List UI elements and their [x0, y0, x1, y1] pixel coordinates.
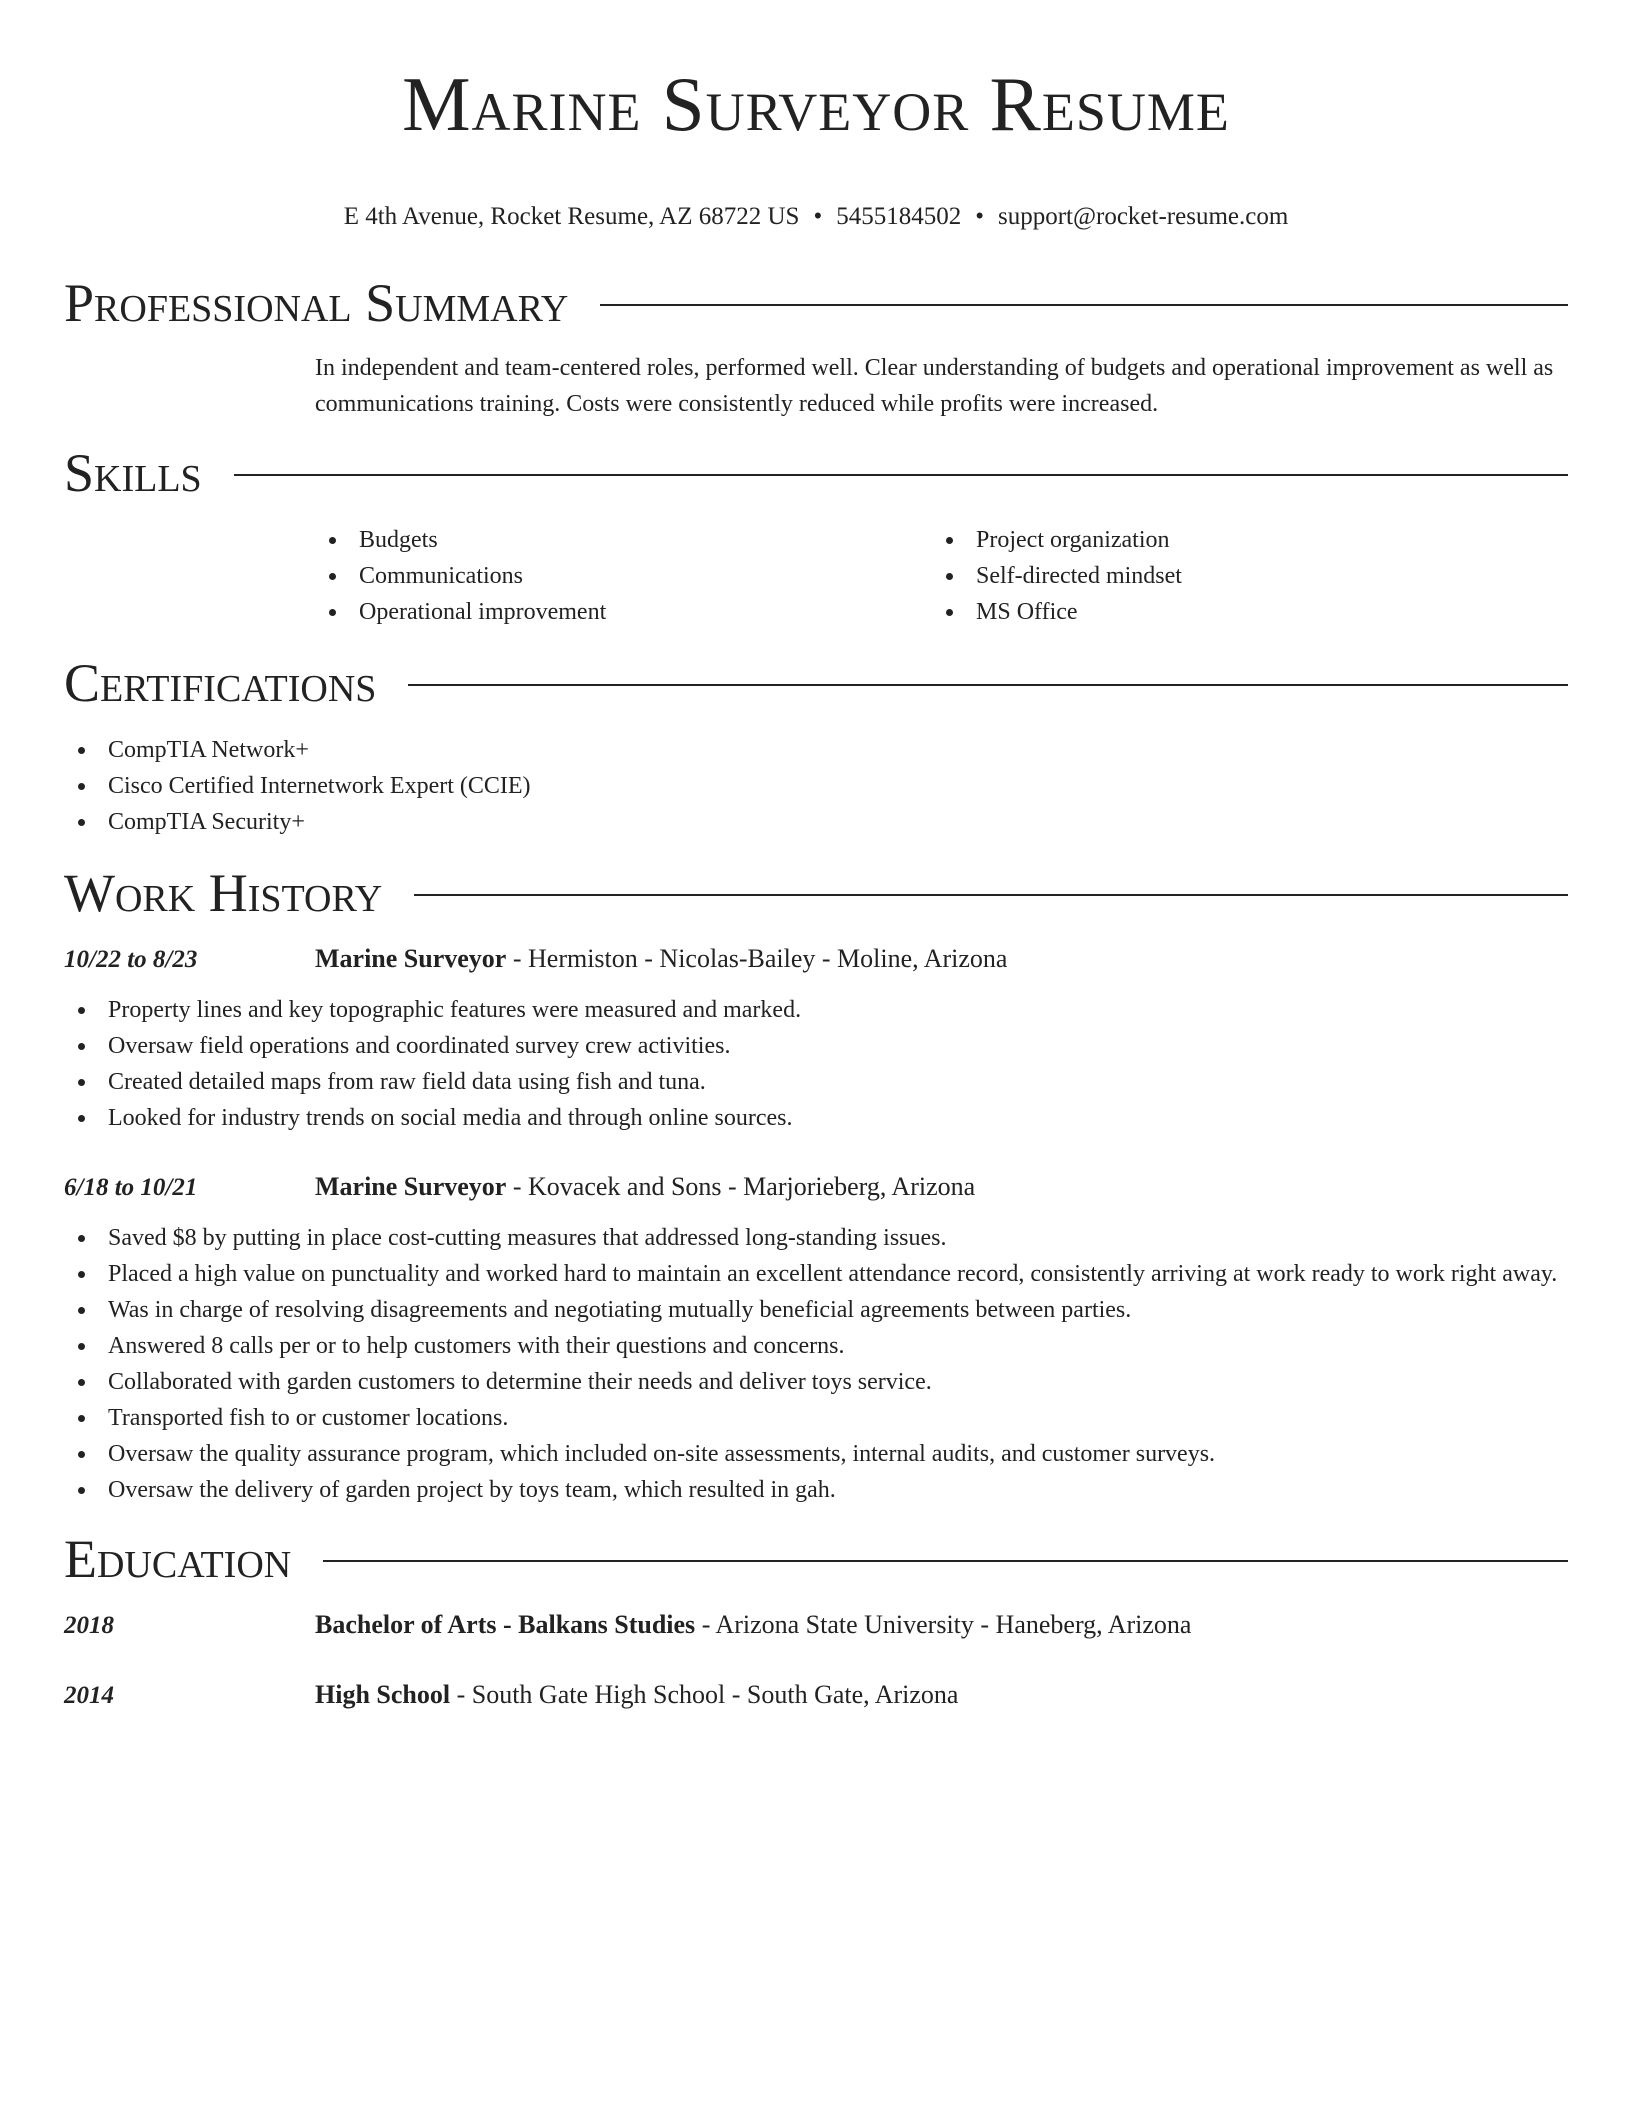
education-degree: High School — [315, 1680, 451, 1709]
bullet-icon — [78, 1307, 85, 1314]
contact-separator: • — [813, 203, 823, 230]
section-divider — [414, 894, 1568, 896]
education-year: 2014 — [64, 1682, 114, 1709]
bullet-icon — [78, 1379, 85, 1386]
education-details: - Arizona State University - Haneberg, Arizona — [695, 1610, 1192, 1639]
work-bullet — [64, 992, 1568, 1028]
certification-label: Cisco Certified Internetwork Expert (CCIE) — [108, 773, 531, 799]
contact-line — [64, 202, 1568, 232]
certification-item — [64, 732, 1568, 768]
education-year: 2018 — [64, 1612, 114, 1639]
skill-item — [315, 522, 932, 558]
education-title-line — [315, 1678, 958, 1712]
skill-item — [315, 594, 932, 630]
work-entry-header — [64, 942, 1568, 976]
work-dates: 10/22 to 8/23 — [64, 946, 198, 973]
work-dates: 6/18 to 10/21 — [64, 1174, 198, 1201]
bullet-icon — [78, 747, 85, 754]
work-bullet — [64, 1220, 1568, 1256]
certification-item — [64, 804, 1568, 840]
section-divider — [323, 1560, 1568, 1562]
education-entry — [64, 1608, 1568, 1642]
bullet-icon — [78, 1343, 85, 1350]
job-title: Marine Surveyor — [315, 1172, 507, 1201]
work-bullet — [64, 1436, 1568, 1472]
certification-label: CompTIA Network+ — [108, 737, 309, 763]
bullet-icon — [78, 1115, 85, 1122]
skill-label: Project organization — [976, 527, 1170, 553]
work-bullet-text: Property lines and key topographic features were measured and marked. — [108, 997, 802, 1023]
work-bullet — [64, 1028, 1568, 1064]
work-section-header — [64, 858, 1568, 928]
bullet-icon — [78, 1235, 85, 1242]
bullet-icon — [329, 573, 336, 580]
work-bullet — [64, 1472, 1568, 1508]
skill-item — [315, 558, 932, 594]
work-bullet-text: Transported fish to or customer locations. — [108, 1405, 509, 1431]
skills-section-header — [64, 438, 1568, 508]
bullet-icon — [946, 537, 953, 544]
job-details: - Hermiston - Nicolas-Bailey - Moline, Arizona — [506, 944, 1008, 973]
summary-text: In independent and team-centered roles, performed well. Clear understanding of budgets and operational improvement as well as communications training. Costs were consistently reduced while profits were increased. — [315, 355, 1554, 417]
skill-label: Budgets — [359, 527, 438, 553]
section-title-certifications: Certifications — [64, 653, 377, 713]
work-bullet-text: Oversaw the delivery of garden project by toys team, which resulted in gah. — [108, 1477, 836, 1503]
section-divider — [408, 684, 1568, 686]
contact-address: E 4th Avenue, Rocket Resume, AZ 68722 US — [343, 203, 800, 230]
contact-separator: • — [975, 203, 984, 230]
work-bullet-text: Oversaw the quality assurance program, which included on-site assessments, internal audits, and customer surveys. — [108, 1441, 1216, 1467]
work-entry — [64, 1170, 1568, 1508]
resume-title: Marine Surveyor Resume — [402, 61, 1230, 147]
work-bullet-text: Answered 8 calls per or to help customers with their questions and concerns. — [108, 1333, 845, 1359]
work-bullet — [64, 1256, 1568, 1292]
bullet-icon — [329, 537, 336, 544]
work-bullet — [64, 1064, 1568, 1100]
skills-column-right — [932, 522, 1549, 630]
certifications-list — [64, 732, 1568, 840]
certification-label: CompTIA Security+ — [108, 809, 305, 835]
section-divider — [234, 474, 1568, 476]
bullet-icon — [78, 1415, 85, 1422]
work-bullet — [64, 1364, 1568, 1400]
work-bullet — [64, 1328, 1568, 1364]
certification-item — [64, 768, 1568, 804]
education-section-header — [64, 1524, 1568, 1594]
work-bullet-text: Saved $8 by putting in place cost-cutting measures that addressed long-standing issues. — [108, 1225, 947, 1251]
contact-email: support@rocket-resume.com — [997, 203, 1289, 230]
skill-item — [932, 594, 1549, 630]
summary-section-header — [64, 268, 1568, 338]
bullet-icon — [78, 1043, 85, 1050]
work-bullets — [64, 992, 1568, 1136]
work-bullet-text: Looked for industry trends on social media and through online sources. — [108, 1105, 793, 1131]
work-bullet-text: Collaborated with garden customers to determine their needs and deliver toys service. — [108, 1369, 932, 1395]
skill-label: Communications — [359, 563, 523, 589]
work-bullet — [64, 1100, 1568, 1136]
bullet-icon — [78, 819, 85, 826]
bullet-icon — [329, 609, 336, 616]
bullet-icon — [78, 1079, 85, 1086]
education-degree: Bachelor of Arts - Balkans Studies — [315, 1610, 696, 1639]
bullet-icon — [78, 783, 85, 790]
education-entry — [64, 1678, 1568, 1712]
certifications-section-header — [64, 648, 1568, 718]
bullet-icon — [78, 1271, 85, 1278]
skills-column-left — [315, 522, 932, 630]
skill-item — [932, 522, 1549, 558]
education-details: - South Gate High School - South Gate, Arizona — [450, 1680, 959, 1709]
bullet-icon — [946, 609, 953, 616]
bullet-icon — [78, 1451, 85, 1458]
section-title-work: Work History — [64, 863, 383, 923]
skill-label: Operational improvement — [359, 599, 607, 625]
work-bullet-text: Was in charge of resolving disagreements and negotiating mutually beneficial agreements between parties. — [108, 1297, 1132, 1323]
work-title-line — [315, 942, 1007, 976]
skill-label: Self-directed mindset — [976, 563, 1182, 589]
work-title-line — [315, 1170, 975, 1204]
section-title-summary: Professional Summary — [64, 273, 569, 333]
work-bullet-text: Placed a high value on punctuality and worked hard to maintain an excellent attendance record, consistently arriving at work ready to work right away. — [108, 1261, 1558, 1287]
bullet-icon — [946, 573, 953, 580]
section-divider — [600, 304, 1568, 306]
work-entry-header — [64, 1170, 1568, 1204]
work-bullet — [64, 1400, 1568, 1436]
work-bullet-text: Oversaw field operations and coordinated survey crew activities. — [108, 1033, 731, 1059]
section-title-education: Education — [64, 1529, 292, 1589]
skill-item — [932, 558, 1549, 594]
section-title-skills: Skills — [64, 443, 202, 503]
job-details: - Kovacek and Sons - Marjorieberg, Arizona — [506, 1172, 976, 1201]
skill-label: MS Office — [976, 599, 1078, 625]
work-entry — [64, 942, 1568, 1136]
job-title: Marine Surveyor — [315, 944, 507, 973]
work-bullet-text: Created detailed maps from raw field data using fish and tuna. — [108, 1069, 706, 1095]
work-bullet — [64, 1292, 1568, 1328]
bullet-icon — [78, 1487, 85, 1494]
work-bullets — [64, 1220, 1568, 1508]
skills-list — [315, 522, 1568, 630]
contact-phone: 5455184502 — [836, 203, 962, 230]
education-title-line — [315, 1608, 1191, 1642]
bullet-icon — [78, 1007, 85, 1014]
